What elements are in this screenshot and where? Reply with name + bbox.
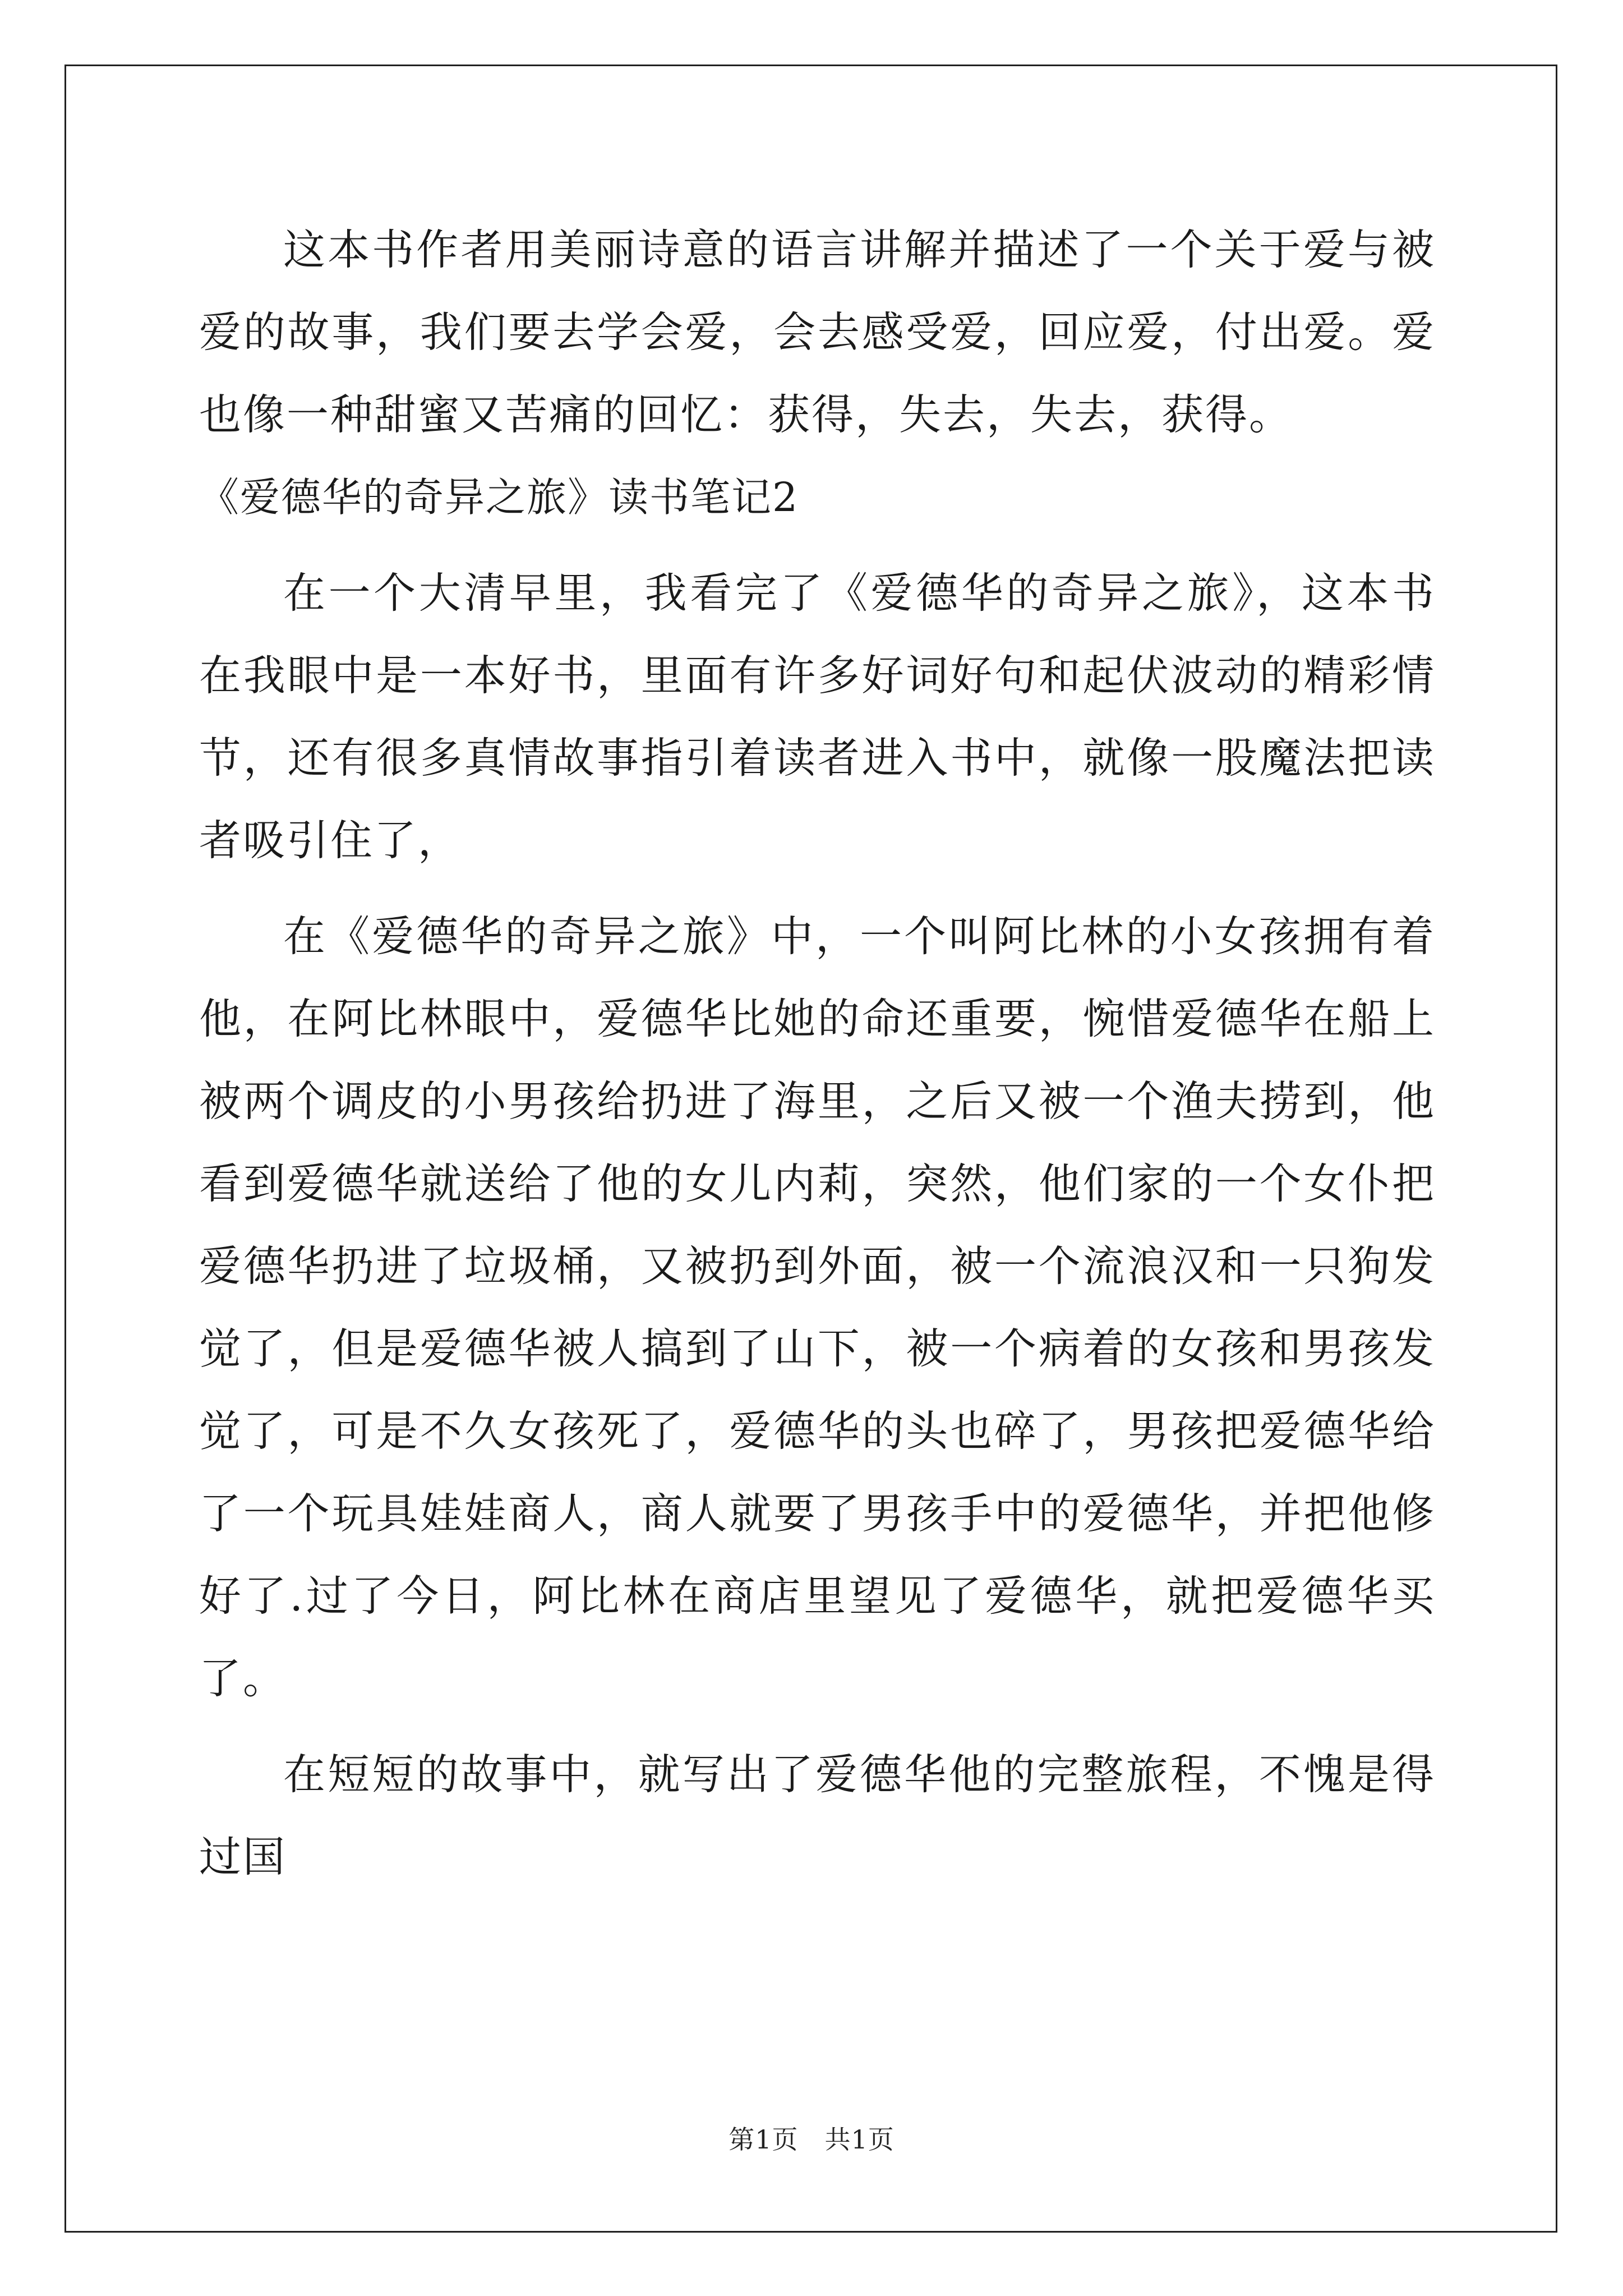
document-body [199,209,1436,1898]
spacer [199,1720,1436,1733]
spacer [199,539,1436,552]
page-number-footer: 第1页 共1页 [728,2124,895,2155]
section-heading: 《爱德华的奇异之旅》读书笔记2 [199,474,799,521]
paragraph-body-2: 在《爱德华的奇异之旅》中，一个叫阿比林的小女孩拥有着他，在阿比林眼中，爱德华比她的命还重要，惋惜爱德华在船上被两个调皮的小男孩给扔进了海里，之后又被一个渔夫捞到，他看到爱德华就送给了他的女儿内莉，突然，他们家的一个女仆把爱德华扔进了垃圾桶，又被扔到外面，被一个流浪汉和一只狗发觉了，但是爱德华被人搞到了山下，被一个病着的女孩和男孩发觉了，可是不久女孩死了，爱德华的头也碎了，男孩把爱德华给了一个玩具娃娃商人，商人就要了男孩手中的爱德华，并把他修好了.过了今日，阿比林在商店里望见了爱德华，就把爱德华买了。 [199,912,1436,1703]
paragraph-body-1: 在一个大清早里，我看完了《爱德华的奇异之旅》，这本书在我眼中是一本好书，里面有许多好词好句和起伏波动的精彩情节，还有很多真情故事指引着读者进入书中，就像一股魔法把读者吸引住了， [199,568,1436,865]
paragraph-body-3: 在短短的故事中，就写出了爱德华他的完整旅程，不愧是得过国 [199,1750,1436,1881]
paragraph-intro: 这本书作者用美丽诗意的语言讲解并描述了一个关于爱与被爱的故事，我们要去学会爱，会去感受爱，回应爱，付出爱。爱也像一种甜蜜又苦痛的回忆：获得，失去，失去，获得。 [199,225,1436,439]
spacer [199,882,1436,895]
